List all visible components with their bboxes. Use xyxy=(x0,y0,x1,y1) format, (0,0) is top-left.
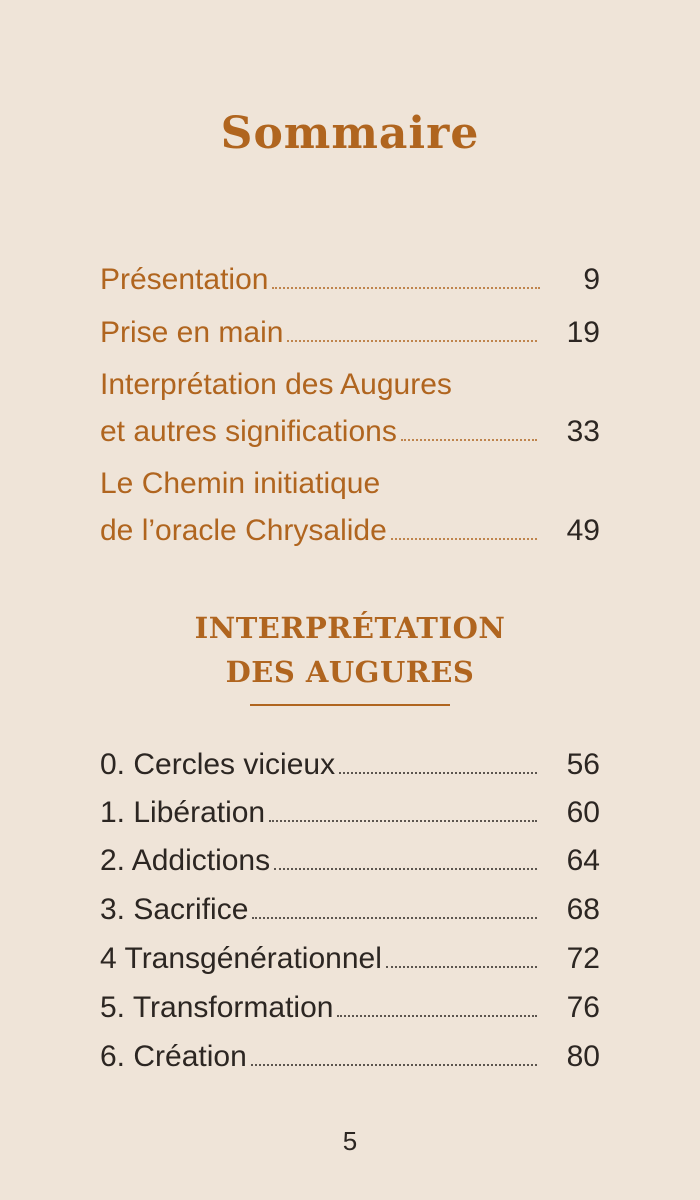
toc-page-number: 60 xyxy=(566,796,600,829)
dot-leader xyxy=(337,1014,536,1017)
toc-entry-interpretation-line1[interactable]: Interprétation des Augures xyxy=(100,368,452,401)
toc-entry-augure-1[interactable] xyxy=(100,795,600,831)
footer-page-number: 5 xyxy=(342,1126,358,1156)
toc-entry-label: de l’oracle Chrysalide xyxy=(100,514,387,547)
toc-page-number: 76 xyxy=(566,991,600,1024)
toc-entry-label: et autres significations xyxy=(100,415,397,448)
toc-entry-label: 5. Transformation xyxy=(100,991,334,1024)
section-divider xyxy=(250,704,450,706)
dot-leader xyxy=(339,771,537,774)
dot-leader xyxy=(386,965,537,968)
toc-page-number: 33 xyxy=(566,415,600,448)
toc-page-number: 9 xyxy=(583,263,600,296)
toc-entry-augure-5[interactable] xyxy=(100,990,600,1026)
toc-page-number: 72 xyxy=(566,942,600,975)
toc-page-number: 56 xyxy=(566,748,600,781)
dot-leader xyxy=(272,286,540,289)
dot-leader xyxy=(391,537,537,540)
toc-page-number: 68 xyxy=(566,893,600,926)
dot-leader xyxy=(252,916,536,919)
dot-leader xyxy=(274,867,537,870)
dot-leader xyxy=(251,1063,537,1066)
toc-entry-label: 4 Transgénérationnel xyxy=(100,942,382,975)
dot-leader xyxy=(269,819,537,822)
toc-entry-label: 2. Addictions xyxy=(100,844,271,877)
toc-entry-label: Présentation xyxy=(100,263,269,296)
toc-entry-label: 0. Cercles vicieux xyxy=(100,748,336,781)
toc-entry-chemin-line1[interactable]: Le Chemin initiatique xyxy=(100,467,381,500)
toc-entry-augure-3[interactable] xyxy=(100,892,600,928)
section-heading-line2: DES AUGURES xyxy=(225,655,475,689)
toc-entry-label: 3. Sacrifice xyxy=(100,893,249,926)
dot-leader xyxy=(287,339,536,342)
toc-entry-augure-0[interactable] xyxy=(100,747,600,783)
toc-entry-augure-2[interactable] xyxy=(100,843,600,879)
section-heading xyxy=(0,606,700,694)
toc-entry-label: Prise en main xyxy=(100,316,284,349)
section-heading-line1: INTERPRÉTATION xyxy=(194,611,506,645)
toc-page-number: 80 xyxy=(566,1040,600,1073)
toc-page-number: 19 xyxy=(566,316,600,349)
toc-entry-chemin[interactable] xyxy=(100,513,600,549)
toc-page-number: 64 xyxy=(566,844,600,877)
toc-page-number: 49 xyxy=(566,514,600,547)
toc-entry-augure-4[interactable] xyxy=(100,941,600,977)
dot-leader xyxy=(401,438,537,441)
toc-entry-prise-en-main[interactable] xyxy=(100,315,600,351)
toc-entry-presentation[interactable] xyxy=(100,262,600,298)
page-title: Sommaire xyxy=(220,108,480,159)
toc-entry-label: 1. Libération xyxy=(100,796,266,829)
toc-entry-label: 6. Création xyxy=(100,1040,247,1073)
toc-entry-augure-6[interactable] xyxy=(100,1039,600,1075)
toc-entry-interpretation[interactable] xyxy=(100,414,600,450)
